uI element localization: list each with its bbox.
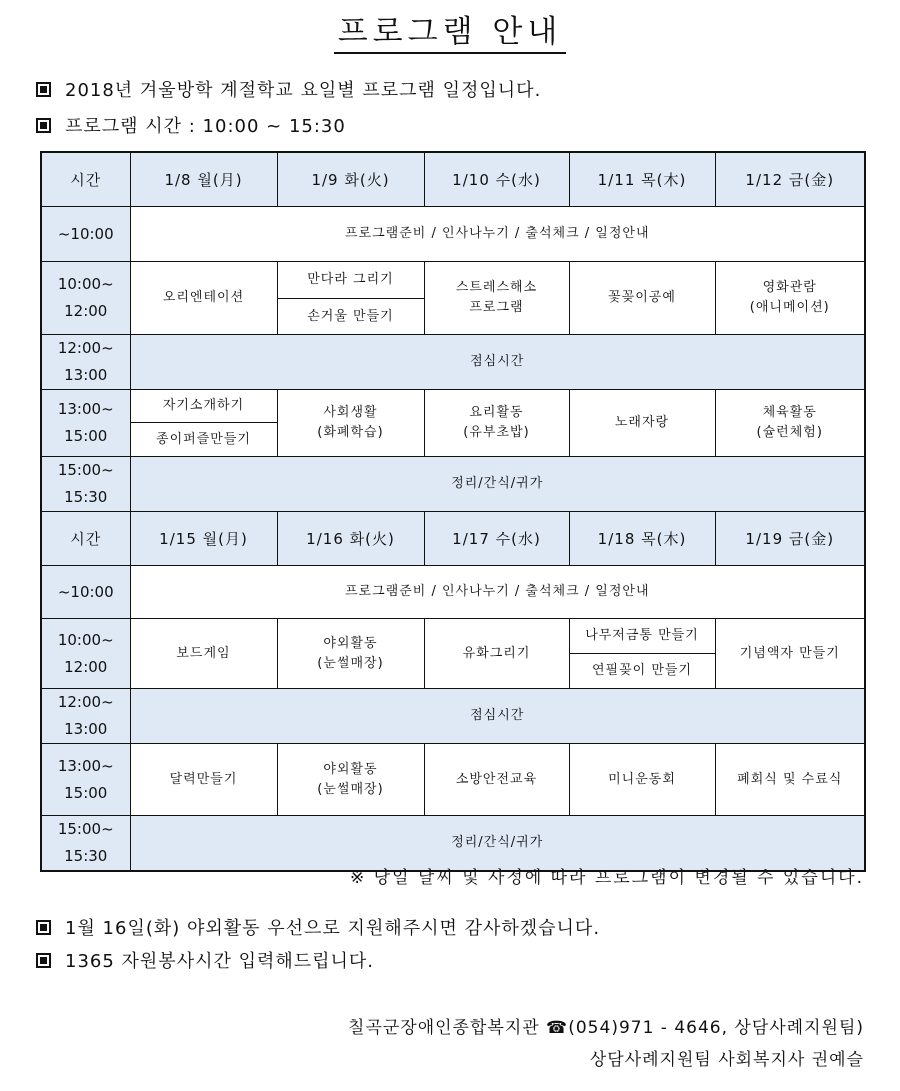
header-cell: 1/8 월(月) — [130, 152, 277, 207]
activity-cell: 달력만들기 — [130, 744, 277, 816]
header-cell: 1/11 목(木) — [569, 152, 715, 207]
square-bullet-icon — [36, 920, 51, 935]
activity-cell: 노래자랑 — [569, 390, 715, 457]
page-title: 프로그램 안내 — [334, 14, 567, 54]
page-title-wrap — [0, 6, 900, 51]
activity-cell: 기념액자 만들기 — [715, 619, 865, 689]
merged-cell: 점심시간 — [130, 335, 865, 390]
time-cell: 12:00~ 13:00 — [41, 335, 130, 390]
merged-cell: 정리/간식/귀가 — [130, 457, 865, 512]
merged-cell: 프로그램준비 / 인사나누기 / 출석체크 / 일정안내 — [130, 207, 865, 262]
activity-cell: 사회생활 (화폐학습) — [277, 390, 424, 457]
square-bullet-icon — [36, 82, 51, 97]
schedule-table — [40, 151, 866, 872]
bottom-text: 1월 16일(화) 야외활동 우선으로 지원해주시면 감사하겠습니다. — [65, 918, 601, 939]
header-cell: 1/10 수(水) — [424, 152, 569, 207]
activity-cell: 연필꽂이 만들기 — [569, 654, 715, 689]
activity-cell: 손거울 만들기 — [277, 299, 424, 335]
header-cell: 1/15 월(月) — [130, 512, 277, 566]
week2-row-morning — [41, 566, 865, 619]
activity-cell: 소방안전교육 — [424, 744, 569, 816]
week1-row-end — [41, 457, 865, 512]
header-cell: 1/19 금(金) — [715, 512, 865, 566]
merged-cell: 프로그램준비 / 인사나누기 / 출석체크 / 일정안내 — [130, 566, 865, 619]
square-bullet-icon — [36, 953, 51, 968]
header-cell: 시간 — [41, 512, 130, 566]
activity-cell: 자기소개하기 — [130, 390, 277, 423]
week1-row-pm-a — [41, 390, 865, 423]
activity-cell: 오리엔테이션 — [130, 262, 277, 335]
header-cell: 시간 — [41, 152, 130, 207]
time-cell: 10:00~ 12:00 — [41, 262, 130, 335]
header-cell: 1/17 수(水) — [424, 512, 569, 566]
change-notice: ※ 당일 날씨 및 사정에 따라 프로그램이 변경될 수 있습니다. — [350, 868, 864, 888]
week2-row-pm — [41, 744, 865, 816]
intro-text: 프로그램 시간 : 10:00 ~ 15:30 — [65, 116, 346, 137]
time-cell: 13:00~ 15:00 — [41, 744, 130, 816]
square-bullet-icon — [36, 118, 51, 133]
activity-cell: 나무저금통 만들기 — [569, 619, 715, 654]
activity-cell: 요리활동 (유부초밥) — [424, 390, 569, 457]
week2-row-lunch — [41, 689, 865, 744]
merged-cell: 정리/간식/귀가 — [130, 816, 865, 872]
time-cell: 15:00~ 15:30 — [41, 457, 130, 512]
staff-line: 상담사례지원팀 사회복지사 권예슬 — [589, 1050, 864, 1070]
time-cell: 12:00~ 13:00 — [41, 689, 130, 744]
intro-line-2 — [36, 112, 346, 138]
activity-cell: 보드게임 — [130, 619, 277, 689]
bottom-line-1 — [36, 914, 600, 940]
week1-header-row — [41, 152, 865, 207]
bottom-line-2 — [36, 947, 374, 973]
time-cell: ~10:00 — [41, 566, 130, 619]
activity-cell: 체육활동 (슐런체험) — [715, 390, 865, 457]
activity-cell: 종이퍼즐만들기 — [130, 423, 277, 457]
time-cell: 10:00~ 12:00 — [41, 619, 130, 689]
week1-row-morning — [41, 207, 865, 262]
header-cell: 1/18 목(木) — [569, 512, 715, 566]
activity-cell: 만다라 그리기 — [277, 262, 424, 299]
activity-cell: 야외활동 (눈썰매장) — [277, 744, 424, 816]
activity-cell: 스트레스해소 프로그램 — [424, 262, 569, 335]
week2-header-row — [41, 512, 865, 566]
activity-cell: 미니운동회 — [569, 744, 715, 816]
activity-cell: 유화그리기 — [424, 619, 569, 689]
bottom-text: 1365 자원봉사시간 입력해드립니다. — [65, 951, 375, 972]
week1-row-am-a — [41, 262, 865, 299]
time-cell: 15:00~ 15:30 — [41, 816, 130, 872]
header-cell: 1/16 화(火) — [277, 512, 424, 566]
week1-row-lunch — [41, 335, 865, 390]
activity-cell: 폐회식 및 수료식 — [715, 744, 865, 816]
time-cell: 13:00~ 15:00 — [41, 390, 130, 457]
contact-line: 칠곡군장애인종합복지관 ☎(054)971 - 4646, 상담사례지원팀) — [348, 1018, 864, 1038]
merged-cell: 점심시간 — [130, 689, 865, 744]
week2-row-am-a — [41, 619, 865, 654]
activity-cell: 꽃꽂이공예 — [569, 262, 715, 335]
activity-cell: 야외활동 (눈썰매장) — [277, 619, 424, 689]
header-cell: 1/12 금(金) — [715, 152, 865, 207]
intro-text: 2018년 겨울방학 계절학교 요일별 프로그램 일정입니다. — [65, 80, 542, 101]
activity-cell: 영화관람 (애니메이션) — [715, 262, 865, 335]
intro-line-1 — [36, 76, 541, 102]
header-cell: 1/9 화(火) — [277, 152, 424, 207]
time-cell: ~10:00 — [41, 207, 130, 262]
